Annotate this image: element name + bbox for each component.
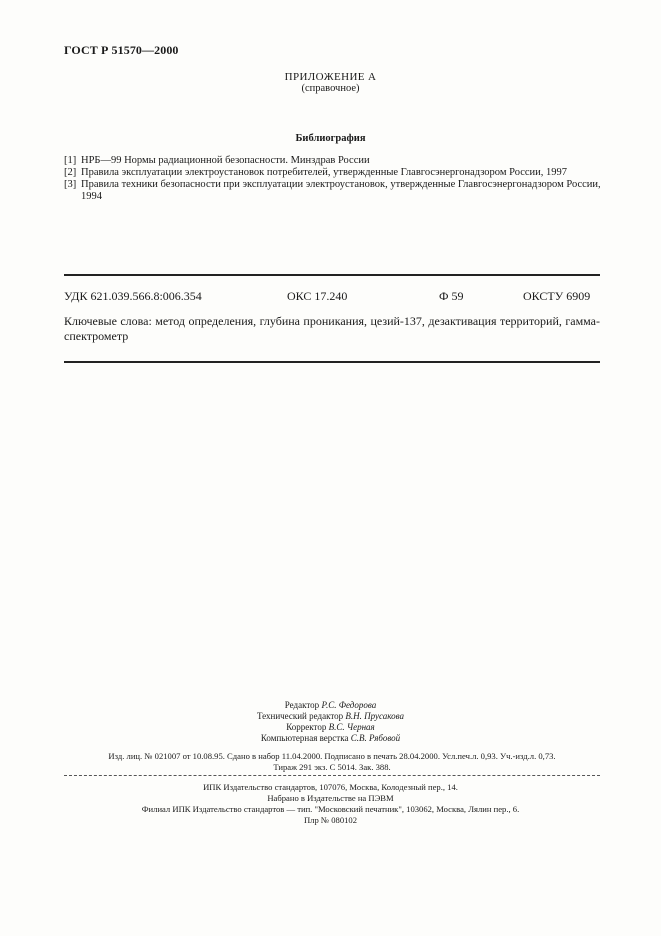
bibliography-item-number: [2] [64, 167, 77, 178]
bottom-divider [64, 361, 600, 363]
imprint-line: Тираж 291 экз. С 5014. Зак. 388. [273, 761, 391, 772]
bibliography-item-number: [1] [64, 155, 77, 166]
publisher-line: Набрано в Издательстве на ПЭВМ [267, 793, 394, 803]
bibliography-item-text: НРБ—99 Нормы радиационной безопасности. Минздрав России [81, 155, 370, 166]
bibliography-item [64, 179, 604, 203]
corrector-name: В.С. Черная [328, 722, 375, 732]
imprint-line: Изд. лиц. № 021007 от 10.08.95. Сдано в набор 11.04.2000. Подписано в печать 28.04.2000. Усл.печ.л. 0,93. Уч.-изд.л. 0,73. [108, 751, 556, 761]
dashed-divider [64, 775, 600, 776]
keywords: Ключевые слова: метод определения, глубина проникания, цезий-137, дезактивация территорий, гамма-спектрометр [64, 314, 600, 343]
bibliography-title: Библиография [295, 133, 366, 144]
layout-name: С.В. Рябовой [350, 733, 401, 743]
oks-code: ОКС 17.240 [287, 289, 348, 303]
editor-line [0, 700, 661, 712]
publisher-info [0, 782, 661, 826]
publisher-line: Плр № 080102 [303, 815, 358, 825]
tech-editor-name: В.Н. Прусакова [345, 711, 405, 721]
document-code: ГОСТ Р 51570—2000 [64, 43, 179, 57]
corrector-label: Корректор [286, 722, 327, 732]
udk-code: УДК 621.039.566.8:006.354 [64, 289, 202, 303]
bibliography-item-text: Правила эксплуатации электроустановок потребителей, утвержденные Главгосэнергонадзором России, 1997 [81, 167, 568, 178]
bibliography-item [64, 155, 604, 167]
layout-line [0, 733, 661, 745]
publisher-line: Филиал ИПК Издательство стандартов — тип. "Московский печатник", 103062, Москва, Лялин пер., 6. [141, 804, 520, 814]
tech-editor-label: Технический редактор [256, 711, 344, 721]
bibliography-list [64, 155, 604, 203]
appendix-subtitle: (справочное) [301, 83, 360, 94]
editor-label: Редактор [284, 700, 320, 710]
editor-name: Р.С. Федорова [321, 700, 377, 710]
f-code: Ф 59 [439, 289, 464, 303]
bibliography-item [64, 167, 604, 179]
layout-label: Компьютерная верстка [260, 733, 349, 743]
corrector-line [0, 722, 661, 734]
bibliography-item-number: [3] [64, 179, 77, 190]
publisher-line: ИПК Издательство стандартов, 107076, Москва, Колодезный пер., 14. [203, 782, 458, 792]
imprint [64, 751, 600, 772]
top-divider [64, 274, 600, 276]
okstu-code: ОКСТУ 6909 [523, 289, 591, 303]
appendix-title: ПРИЛОЖЕНИЕ А [284, 71, 377, 83]
bibliography-item-text: Правила техники безопасности при эксплуатации электроустановок, утвержденные Главгосэнергонадзором России, 1994 [81, 179, 601, 202]
tech-editor-line [0, 711, 661, 723]
